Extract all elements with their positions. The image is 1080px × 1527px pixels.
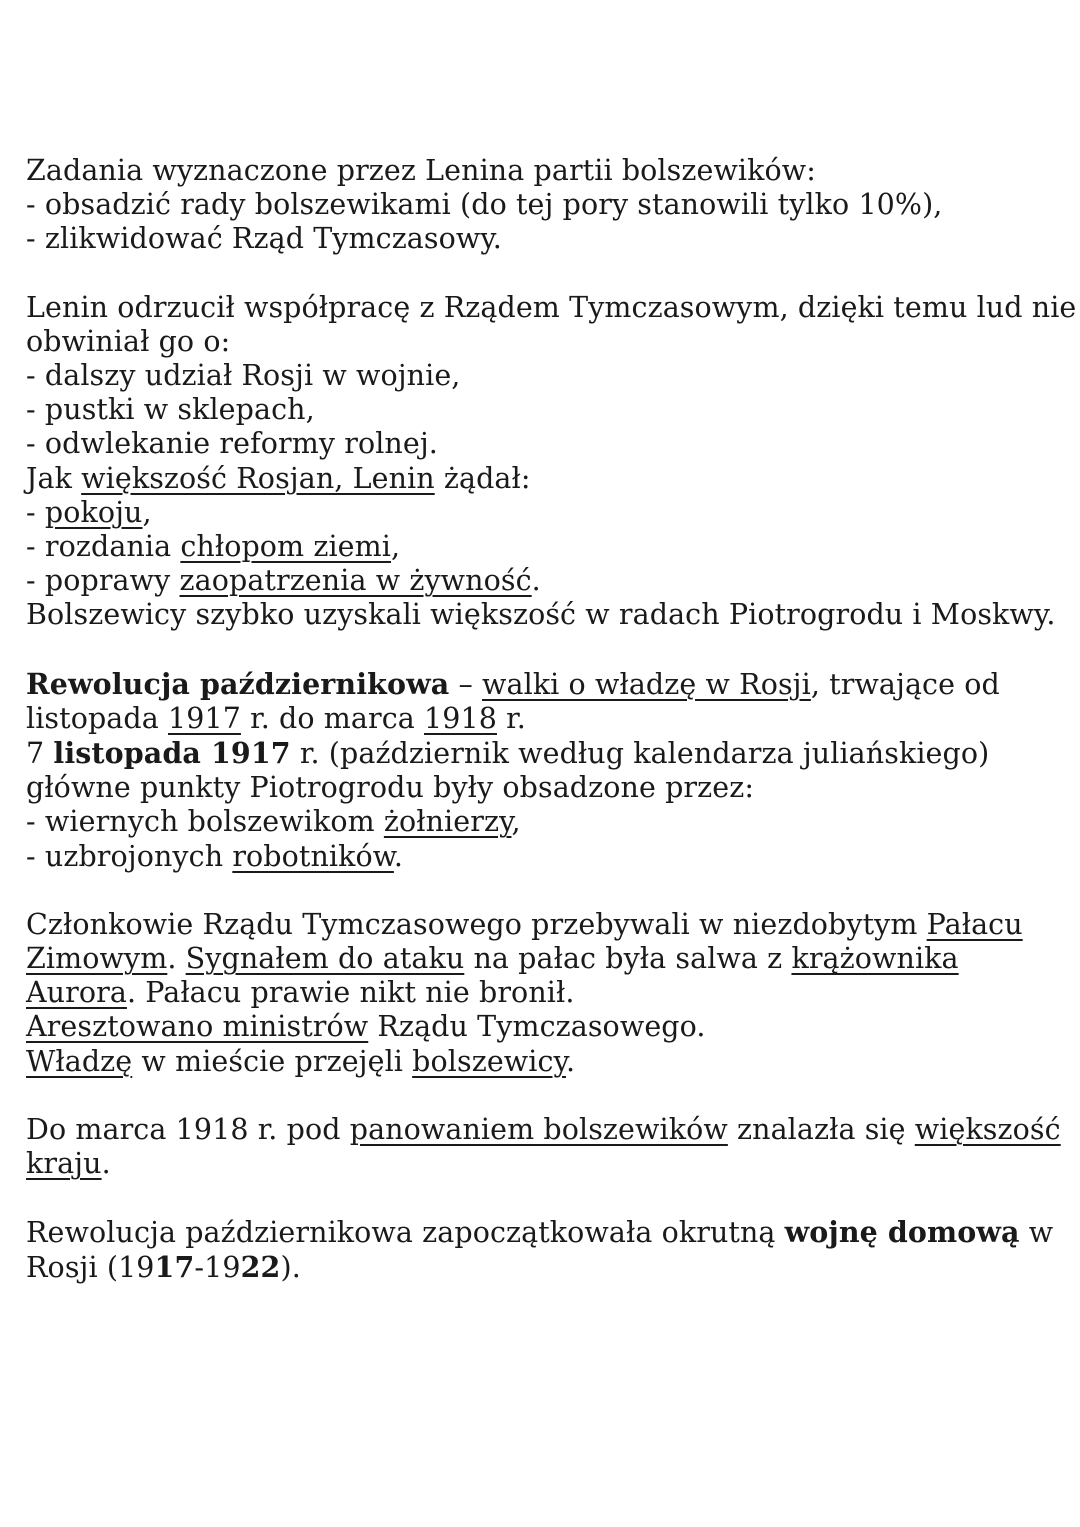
underlined-year: 1918	[424, 701, 497, 735]
list-item: - odwlekanie reformy rolnej.	[26, 427, 438, 461]
lenin-tasks-section	[26, 154, 1056, 257]
underlined-year: 1917	[168, 701, 241, 735]
paragraph-line: Aurora. Pałacu prawie nikt nie bronił.	[26, 976, 575, 1010]
lenin-policy-section	[26, 290, 1077, 633]
underlined-phrase: większość Rosjan, Lenin	[81, 461, 435, 495]
term-bold: wojnę domową	[784, 1215, 1020, 1250]
term-bold: Rewolucja październikowa	[26, 666, 450, 701]
underlined-phrase: Pałacu	[926, 907, 1023, 941]
paragraph-line: 7 listopada 1917 r. (październik według kalendarza juliańskiego)	[26, 736, 990, 771]
paragraph-line: kraju.	[26, 1147, 111, 1181]
underlined-phrase: zaopatrzenia w żywność	[179, 564, 532, 598]
paragraph-line: Zimowym. Sygnałem do ataku na pałac była salwa z krążownika	[26, 942, 959, 976]
underlined-phrase: kraju	[26, 1147, 102, 1181]
october-revolution-section	[26, 667, 1056, 874]
notes-content	[26, 154, 1077, 1320]
list-item: - wiernych bolszewikom żołnierzy,	[26, 805, 521, 839]
list-item: - pokoju,	[26, 495, 152, 529]
paragraph-line: obwiniał go o:	[26, 324, 231, 358]
tasks-heading: Zadania wyznaczone przez Lenina partii bolszewików:	[26, 154, 816, 187]
paragraph-line: Lenin odrzucił współpracę z Rządem Tymczasowym, dzięki temu lud nie	[26, 290, 1077, 324]
list-item: - poprawy zaopatrzenia w żywność.	[26, 564, 541, 598]
list-item: - zlikwidować Rząd Tymczasowy.	[26, 222, 502, 256]
year-bold: 17	[154, 1250, 195, 1285]
underlined-phrase: żołnierzy	[383, 805, 512, 839]
civil-war-section	[26, 1215, 1056, 1285]
paragraph-line: Rosji (1917-1922).	[26, 1250, 301, 1285]
underlined-phrase: Władzę	[26, 1044, 133, 1078]
underlined-phrase: Aurora	[26, 976, 127, 1010]
march-1918-section	[26, 1112, 1061, 1181]
list-item: - obsadzić rady bolszewikami (do tej pory stanowili tylko 10%),	[26, 188, 943, 222]
paragraph-line: Do marca 1918 r. pod panowaniem bolszewików znalazła się większość	[26, 1112, 1061, 1146]
underlined-phrase: robotników	[232, 839, 394, 873]
paragraph-line: główne punkty Piotrogrodu były obsadzone przez:	[26, 771, 755, 805]
paragraph-line: Władzę w mieście przejęli bolszewicy.	[26, 1044, 576, 1078]
paragraph-line: Bolszewicy szybko uzyskali większość w radach Piotrogrodu i Moskwy.	[26, 598, 1056, 632]
list-item: - dalszy udział Rosji w wojnie,	[26, 359, 461, 393]
paragraph-line: listopada 1917 r. do marca 1918 r.	[26, 701, 526, 735]
underlined-phrase: panowaniem bolszewików	[349, 1112, 728, 1146]
underlined-phrase: chłopom ziemi	[180, 530, 391, 564]
paragraph-line: Rewolucja październikowa zapoczątkowała okrutną wojnę domową w	[26, 1215, 1054, 1250]
list-item: - rozdania chłopom ziemi,	[26, 530, 401, 564]
demands-intro: Jak większość Rosjan, Lenin żądał:	[26, 461, 531, 495]
underlined-phrase: większość	[914, 1112, 1061, 1146]
paragraph-line: Aresztowano ministrów Rządu Tymczasowego.	[26, 1010, 706, 1044]
underlined-phrase: pokoju	[44, 495, 143, 529]
underlined-phrase: Sygnałem do ataku	[185, 942, 465, 976]
date-bold: listopada 1917	[53, 736, 291, 771]
definition-line: Rewolucja październikowa – walki o władzę w Rosji, trwające od	[26, 666, 1000, 701]
underlined-phrase: Aresztowano ministrów	[26, 1010, 369, 1044]
list-item: - pustki w sklepach,	[26, 393, 315, 427]
underlined-phrase: Zimowym	[26, 942, 168, 976]
list-item: - uzbrojonych robotników.	[26, 839, 404, 873]
underlined-phrase: krążownika	[791, 942, 959, 976]
underlined-phrase: bolszewicy	[412, 1044, 566, 1078]
underlined-phrase: walki o władzę w Rosji	[482, 667, 811, 701]
paragraph-line: Członkowie Rządu Tymczasowego przebywali w niezdobytym Pałacu	[26, 907, 1023, 941]
winter-palace-section	[26, 908, 1056, 1079]
year-bold: 22	[240, 1250, 281, 1285]
